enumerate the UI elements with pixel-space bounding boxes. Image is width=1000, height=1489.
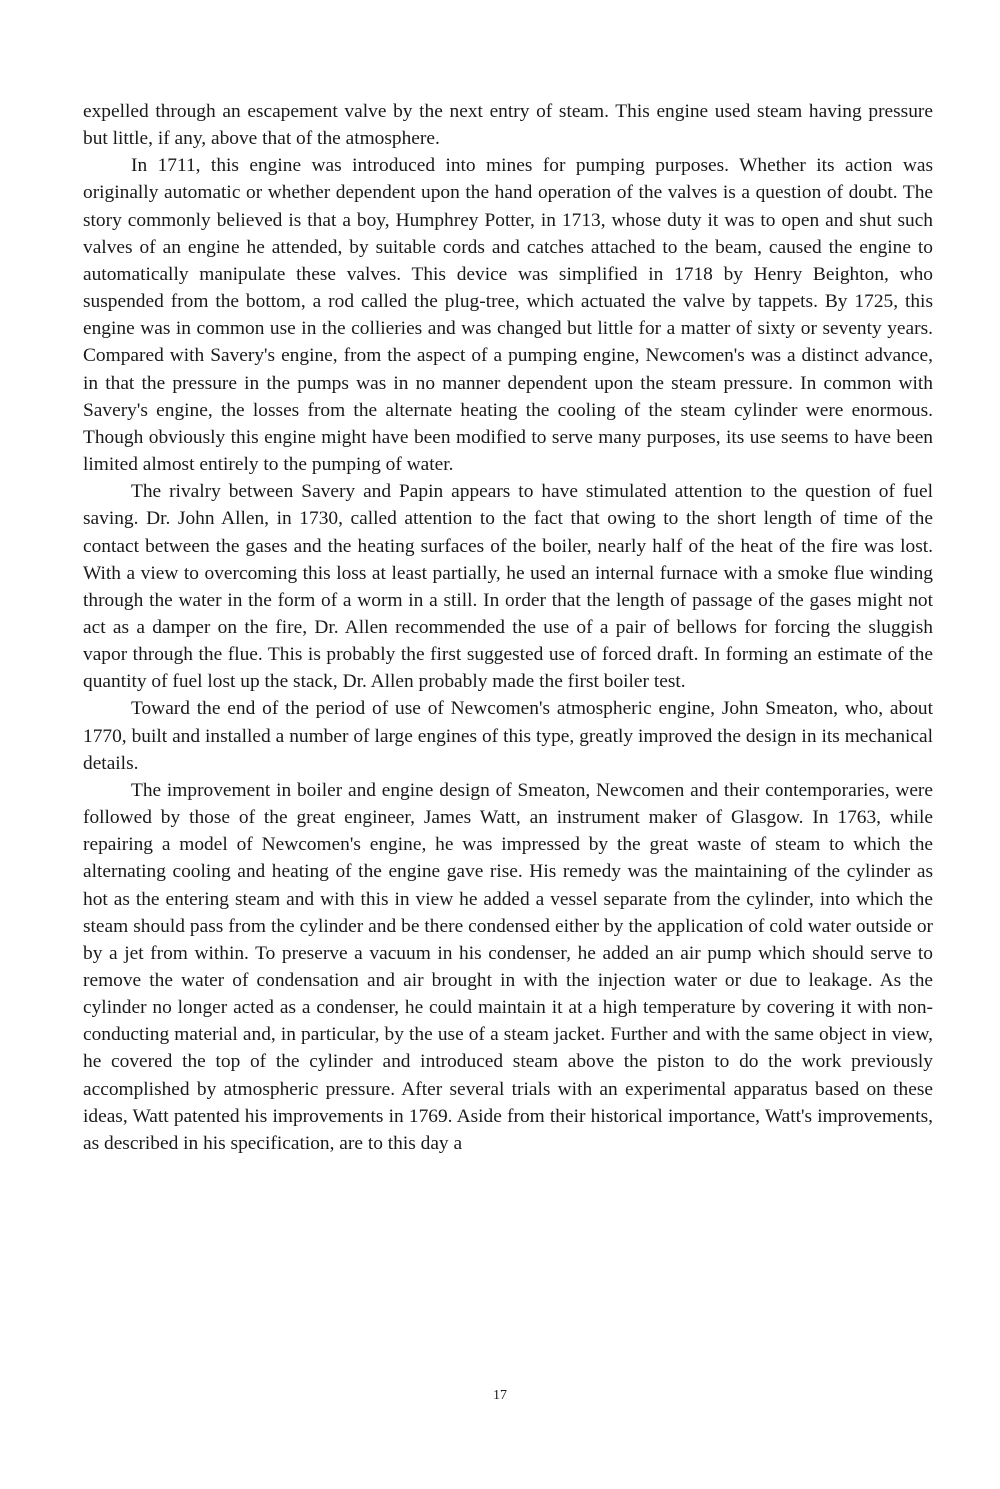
page-body xyxy=(83,98,933,1157)
paragraph-continuation: expelled through an escapement valve by the next entry of steam. This engine used steam having pressure but little, if any, above that of the atmosphere. xyxy=(83,101,933,150)
paragraph-newcomen-mines: In 1711, this engine was introduced into mines for pumping purposes. Whether its action was originally automatic or whether dependent upon the hand operation of the valves is a question of doubt. The story commonly believed is that a boy, Humphrey Potter, in 1713, whose duty it was to open and shut such valves of an engine he attended, by suitable cords and catches attached to the beam, caused the engine to automatically manipulate these valves. This device was simplified in 1718 by Henry Beighton, who suspended from the bottom, a rod called the plug-tree, which actuated the valve by tappets. By 1725, this engine was in common use in the collieries and was changed but little for a matter of sixty or seventy years. Compared with Savery's engine, from the aspect of a pumping engine, Newcomen's was a distinct advance, in that the pressure in the pumps was in no manner dependent upon the steam pressure. In common with Savery's engine, the losses from the alternate heating the cooling of the steam cylinder were enormous. Though obviously this engine might have been modified to serve many purposes, its use seems to have been limited almost entirely to the pumping of water. xyxy=(83,155,933,476)
paragraph-fuel-saving: The rivalry between Savery and Papin appears to have stimulated attention to the question of fuel saving. Dr. John Allen, in 1730, called attention to the fact that owing to the short length of time of the contact between the gases and the heating surfaces of the boiler, nearly half of the heat of the fire was lost. With a view to overcoming this loss at least partially, he used an internal furnace with a smoke flue winding through the water in the form of a worm in a still. In order that the length of passage of the gases might not act as a damper on the fire, Dr. Allen recommended the use of a pair of bellows for forcing the sluggish vapor through the flue. This is probably the first suggested use of forced draft. In forming an estimate of the quantity of fuel lost up the stack, Dr. Allen probably made the first boiler test. xyxy=(83,481,933,693)
page-number: 17 xyxy=(493,1388,507,1403)
paragraph-smeaton: Toward the end of the period of use of Newcomen's atmospheric engine, John Smeaton, who, about 1770, built and installed a number of large engines of this type, greatly improved the design in its mechanical details. xyxy=(83,698,933,774)
paragraph-watt: The improvement in boiler and engine design of Smeaton, Newcomen and their contemporaries, were followed by those of the great engineer, James Watt, an instrument maker of Glasgow. In 1763, while repairing a model of Newcomen's engine, he was impressed by the great waste of steam to which the alternating cooling and heating of the engine gave rise. His remedy was the maintaining of the cylinder as hot as the entering steam and with this in view he added a vessel separate from the cylinder, into which the steam should pass from the cylinder and be there condensed either by the application of cold water outside or by a jet from within. To preserve a vacuum in his condenser, he added an air pump which should serve to remove the water of condensation and air brought in with the injection water or due to leakage. As the cylinder no longer acted as a condenser, he could maintain it at a high temperature by covering it with non-conducting material and, in particular, by the use of a steam jacket. Further and with the same object in view, he covered the top of the cylinder and introduced steam above the piston to do the work previously accomplished by atmospheric pressure. After several trials with an experimental apparatus based on these ideas, Watt patented his improvements in 1769. Aside from their historical importance, Watt's improvements, as described in his specification, are to this day a xyxy=(83,779,933,1154)
